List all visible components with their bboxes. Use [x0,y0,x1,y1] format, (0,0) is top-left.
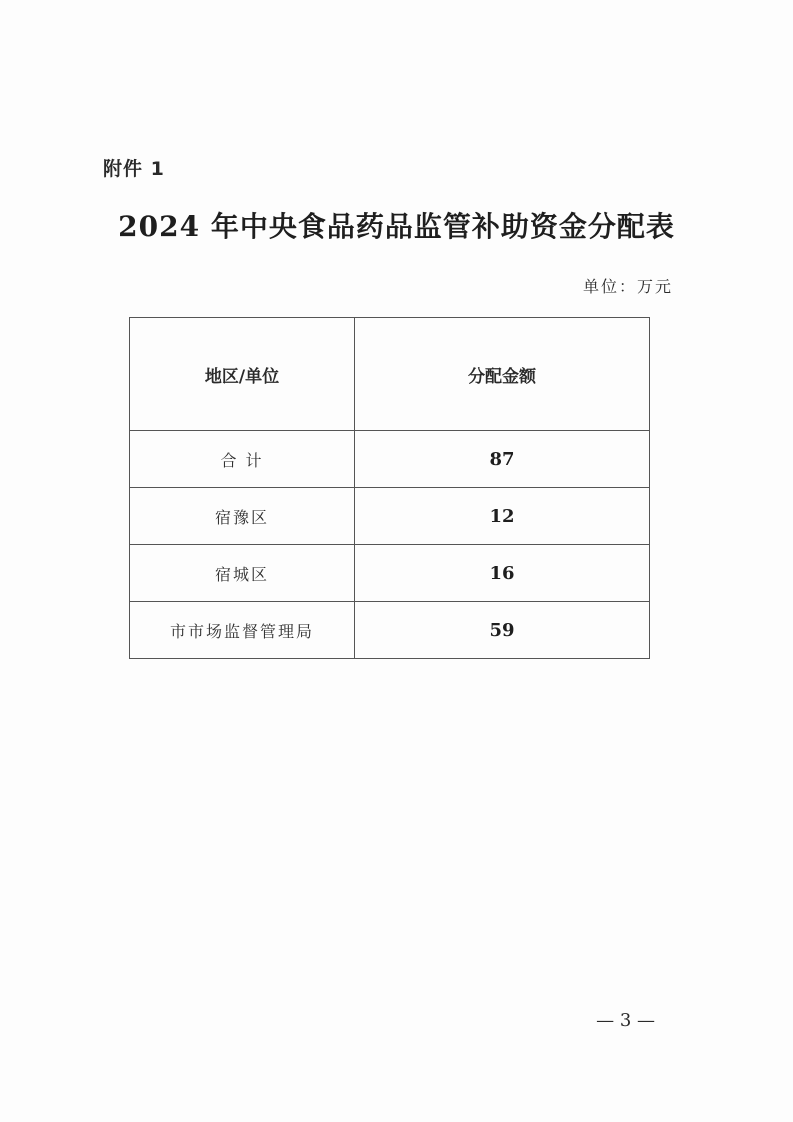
column-header-amount: 分配金额 [355,318,650,431]
table-row [130,602,650,659]
table-row [130,545,650,602]
attachment-label: 附件 1 [103,158,165,180]
region-cell: 宿城区 [130,545,355,602]
region-cell: 合 计 [130,431,355,488]
amount-cell: 12 [355,488,650,545]
document-title: 2024 年中央食品药品监管补助资金分配表 [118,210,675,243]
amount-cell: 59 [355,602,650,659]
region-cell: 市市场监督管理局 [130,602,355,659]
table-row [130,488,650,545]
amount-cell: 87 [355,431,650,488]
allocation-table [129,317,650,659]
column-header-region: 地区/单位 [130,318,355,431]
unit-label: 单位：万元 [582,277,673,296]
amount-cell: 16 [355,545,650,602]
table-row [130,431,650,488]
page-number: — 3 — [596,1010,655,1031]
table-header-row [130,318,650,431]
region-cell: 宿豫区 [130,488,355,545]
